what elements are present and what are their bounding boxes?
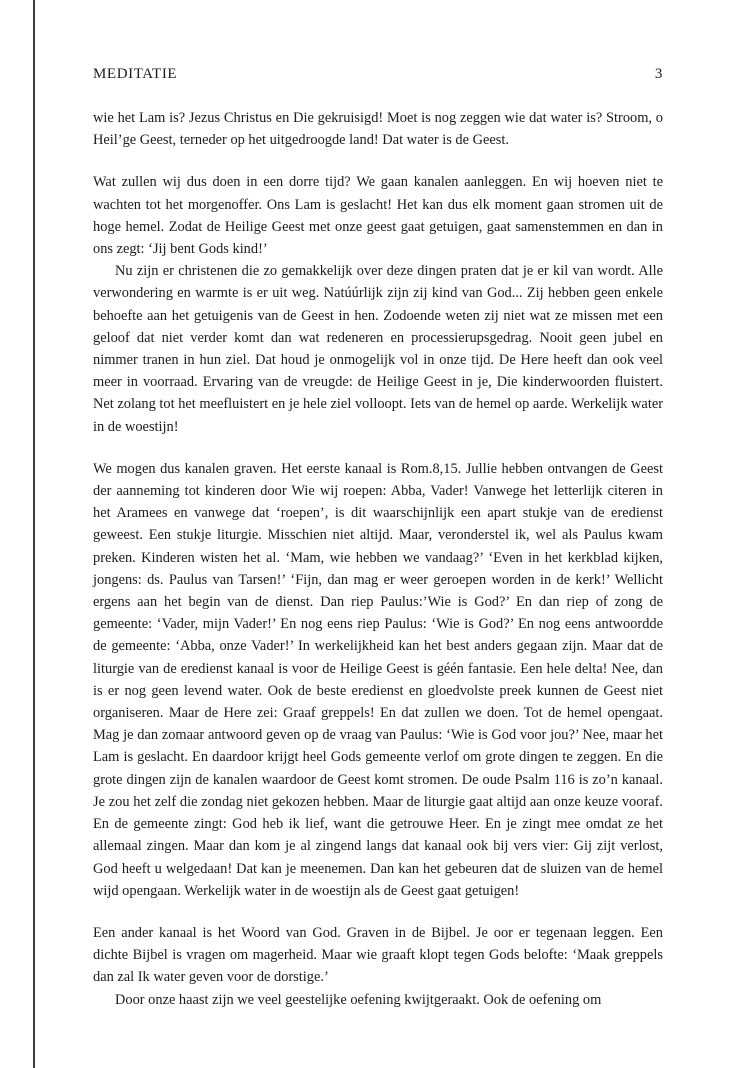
section-gap <box>93 438 663 458</box>
document-page <box>93 66 663 1011</box>
paragraph-continuation: wie het Lam is? Jezus Christus en Die gekruisigd! Moet is nog zeggen wie dat water is? Stroom, o Heil’ge Geest, terneder op het uitgedroogde land! Dat water is de Geest. <box>93 110 663 149</box>
page-number: 3 <box>654 66 663 82</box>
page-binding-line <box>33 0 35 1068</box>
paragraph-christenen: Nu zijn er christenen die zo gemakkelijk over deze dingen praten dat je er kil van wordt. Alle verwondering en warmte is er uit weg. Natúúrlijk zijn zij kind van God... Zij hebben geen enkele behoefte aan het getuigenis van de Geest in hen. Zodoende weten zij niet wat ze missen met een geloof dat niet verder komt dan wat redeneren en processierupsgedrag. Nooit geen jubel en nimmer tranen in hun ziel. Dat houd je onmogelijk vol in onze tijd. De Here heeft dan ook veel meer in voorraad. Ervaring van de vreugde: de Heilige Geest in je, Die kinderwoorden fluistert. Net zolang tot het meefluistert en je hele ziel volloopt. Iets van de hemel op aarde. Werkelijk water in de woestijn! <box>93 263 663 435</box>
section-gap <box>93 902 663 922</box>
section-title: MEDITATIE <box>93 66 178 82</box>
paragraph-dorre-tijd: Wat zullen wij dus doen in een dorre tijd? We gaan kanalen aanleggen. En wij hoeven niet te wachten tot het morgenoffer. Ons Lam is geslacht! Het kan dus elk moment gaan stromen uit de hoge hemel. Zodat de Heilige Geest met onze geest gaat getuigen, gaat samenstemmen en dan in ons zegt: ‘Jij bent Gods kind!’ <box>93 174 663 258</box>
paragraph-kanalen-graven: We mogen dus kanalen graven. Het eerste kanaal is Rom.8,15. Jullie hebben ontvangen de Geest der aanneming tot kinderen door Wie wij roepen: Abba, Vader! Vanwege het letterlijk citeren in het Aramees en vanwege dat ‘roepen’, is dit waarschijnlijk een apart stukje van de eredienst geweest. Een stukje liturgie. Misschien niet altijd. Maar, veronderstel ik, wel als Paulus kwam preken. Kinderen wisten het al. ‘Mam, wie hebben we vandaag?’ ‘Even in het kerkblad kijken, jongens: ds. Paulus van Tarsen!’ ‘Fijn, dan mag er weer geroepen worden in de kerk!’ Wellicht ergens aan het begin van de dienst. Dan riep Paulus:’Wie is God?’ En dan riep of zong de gemeente: ‘Vader, mijn Vader!’ En nog eens riep Paulus: ‘Wie is God?’ En nog eens antwoordde de gemeente: ‘Abba, onze Vader!’ In werkelijkheid kan het best anders gegaan zijn. Maar dat de liturgie van de eredienst kanaal is voor de Heilige Geest is géén fantasie. Een hele delta! Nee, dan is er nog geen levend water. Ook de beste eredienst en gloedvolste preek kunnen de Geest niet organiseren. Maar de Here zei: Graaf greppels! En dat zullen we doen. Tot de hemel opengaat. Mag je dan zomaar antwoord geven op de vraag van Paulus: ‘Wie is God voor jou?’ Nee, maar het Lam is geslacht. En daardoor krijgt heel Gods gemeente verlof om grote dingen te zeggen. En die grote dingen zijn de kanalen waardoor de Geest komt stromen. De oude Psalm 116 is zo’n kanaal. Je zou het zelf die zondag niet gekozen hebben. Maar de liturgie gaat altijd aan onze keuze vooraf. En de gemeente zingt: God heb ik lief, want die getrouwe Heer. En je zingt mee omdat ze het allemaal zingen. Maar dan kom je al zingend langs dat kanaal ook bij vers vier: Gij zijt verlost, God heeft u welgedaan! Dat kan je meenemen. Dan kan het gebeuren dat de sluizen van de hemel wijd opengaan. Werkelijk water in de woestijn als de Geest gaat getuigen! <box>93 460 663 899</box>
section-gap <box>93 151 663 171</box>
paragraph-haast: Door onze haast zijn we veel geestelijke oefening kwijtgeraakt. Ook de oefening om <box>115 991 602 1008</box>
running-header <box>93 66 663 86</box>
paragraph-woord-van-god: Een ander kanaal is het Woord van God. Graven in de Bijbel. Je oor er tegenaan leggen. Een dichte Bijbel is vragen om magerheid. Maar wie graaft klopt tegen Gods belofte: ‘Maak greppels dan zal Ik water geven voor de dorstige.’ <box>93 924 663 986</box>
